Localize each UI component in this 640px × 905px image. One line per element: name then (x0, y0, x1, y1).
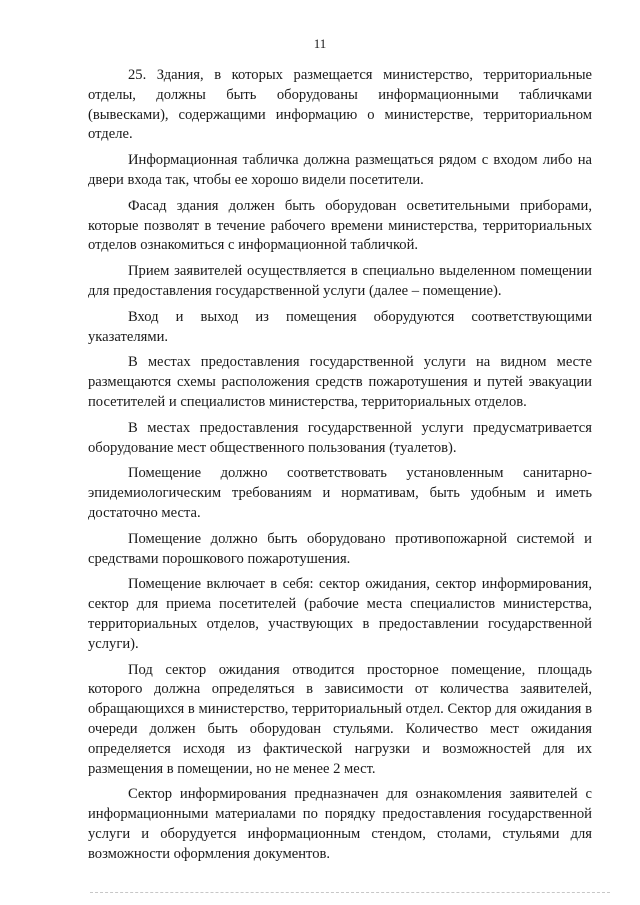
paragraph-room-sectors: Помещение включает в себя: сектор ожидания, сектор информирования, сектор для приема посетителей (рабочие места специалистов министерства, территориальных отделов, участвующих в предоставлении государственной услуги). (88, 576, 592, 652)
paragraph-fire-system: Помещение должно быть оборудовано противопожарной системой и средствами порошкового пожаротушения. (88, 530, 592, 567)
paragraph-restrooms: В местах предоставления государственной услуги предусматривается оборудование мест общественного пользования (туалетов). (88, 419, 592, 456)
paragraph-info-plate: Информационная табличка должна размещаться рядом с входом либо на двери входа так, чтобы ее хорошо видели посетители. (88, 152, 592, 188)
paragraph-info-sector: Сектор информирования предназначен для ознакомления заявителей с информационными материалами по порядку предоставления государственной услуги и оборудуется информационным стендом, столами, стульями для возможности оформления документов. (88, 786, 592, 862)
paragraph-waiting-sector: Под сектор ожидания отводится просторное помещение, площадь которого должна определяться в зависимости от количества заявителей, обращающихся в министерство, территориальный отдел. Сектор для ожидания в очереди должен быть оборудован стульями. Количество мест ожидания определяется исходя из фактической нагрузки и возможностей для их размещения в помещении, но не менее 2 мест. (88, 661, 592, 777)
paragraph-evacuation-schemes: В местах предоставления государственной услуги на видном месте размещаются схемы расположения средств пожаротушения и путей эвакуации посетителей и специалистов министерства, территориальных отделов. (88, 354, 592, 410)
paragraph-25-buildings: 25. Здания, в которых размещается министерство, территориальные отделы, должны быть оборудованы информационными табличками (вывесками), содержащими информацию о министерстве, территориальном отделе. (88, 67, 592, 143)
paragraph-entrance-exit: Вход и выход из помещения оборудуются соответствующими указателями. (88, 308, 592, 345)
paragraph-facade-lighting: Фасад здания должен быть оборудован осветительными приборами, которые позволят в течение рабочего времени министерства, территориальных отделов ознакомиться с информационной табличкой. (88, 197, 592, 254)
scan-artifact-line (90, 892, 610, 893)
document-body (88, 66, 592, 870)
paragraph-reception: Прием заявителей осуществляется в специально выделенном помещении для предоставления государственной услуги (далее – помещение). (88, 263, 592, 299)
page-number: 11 (313, 36, 327, 51)
paragraph-sanitary: Помещение должно соответствовать установленным санитарно-эпидемиологическим требованиям и нормативам, быть удобным и иметь достаточно места. (88, 465, 592, 521)
